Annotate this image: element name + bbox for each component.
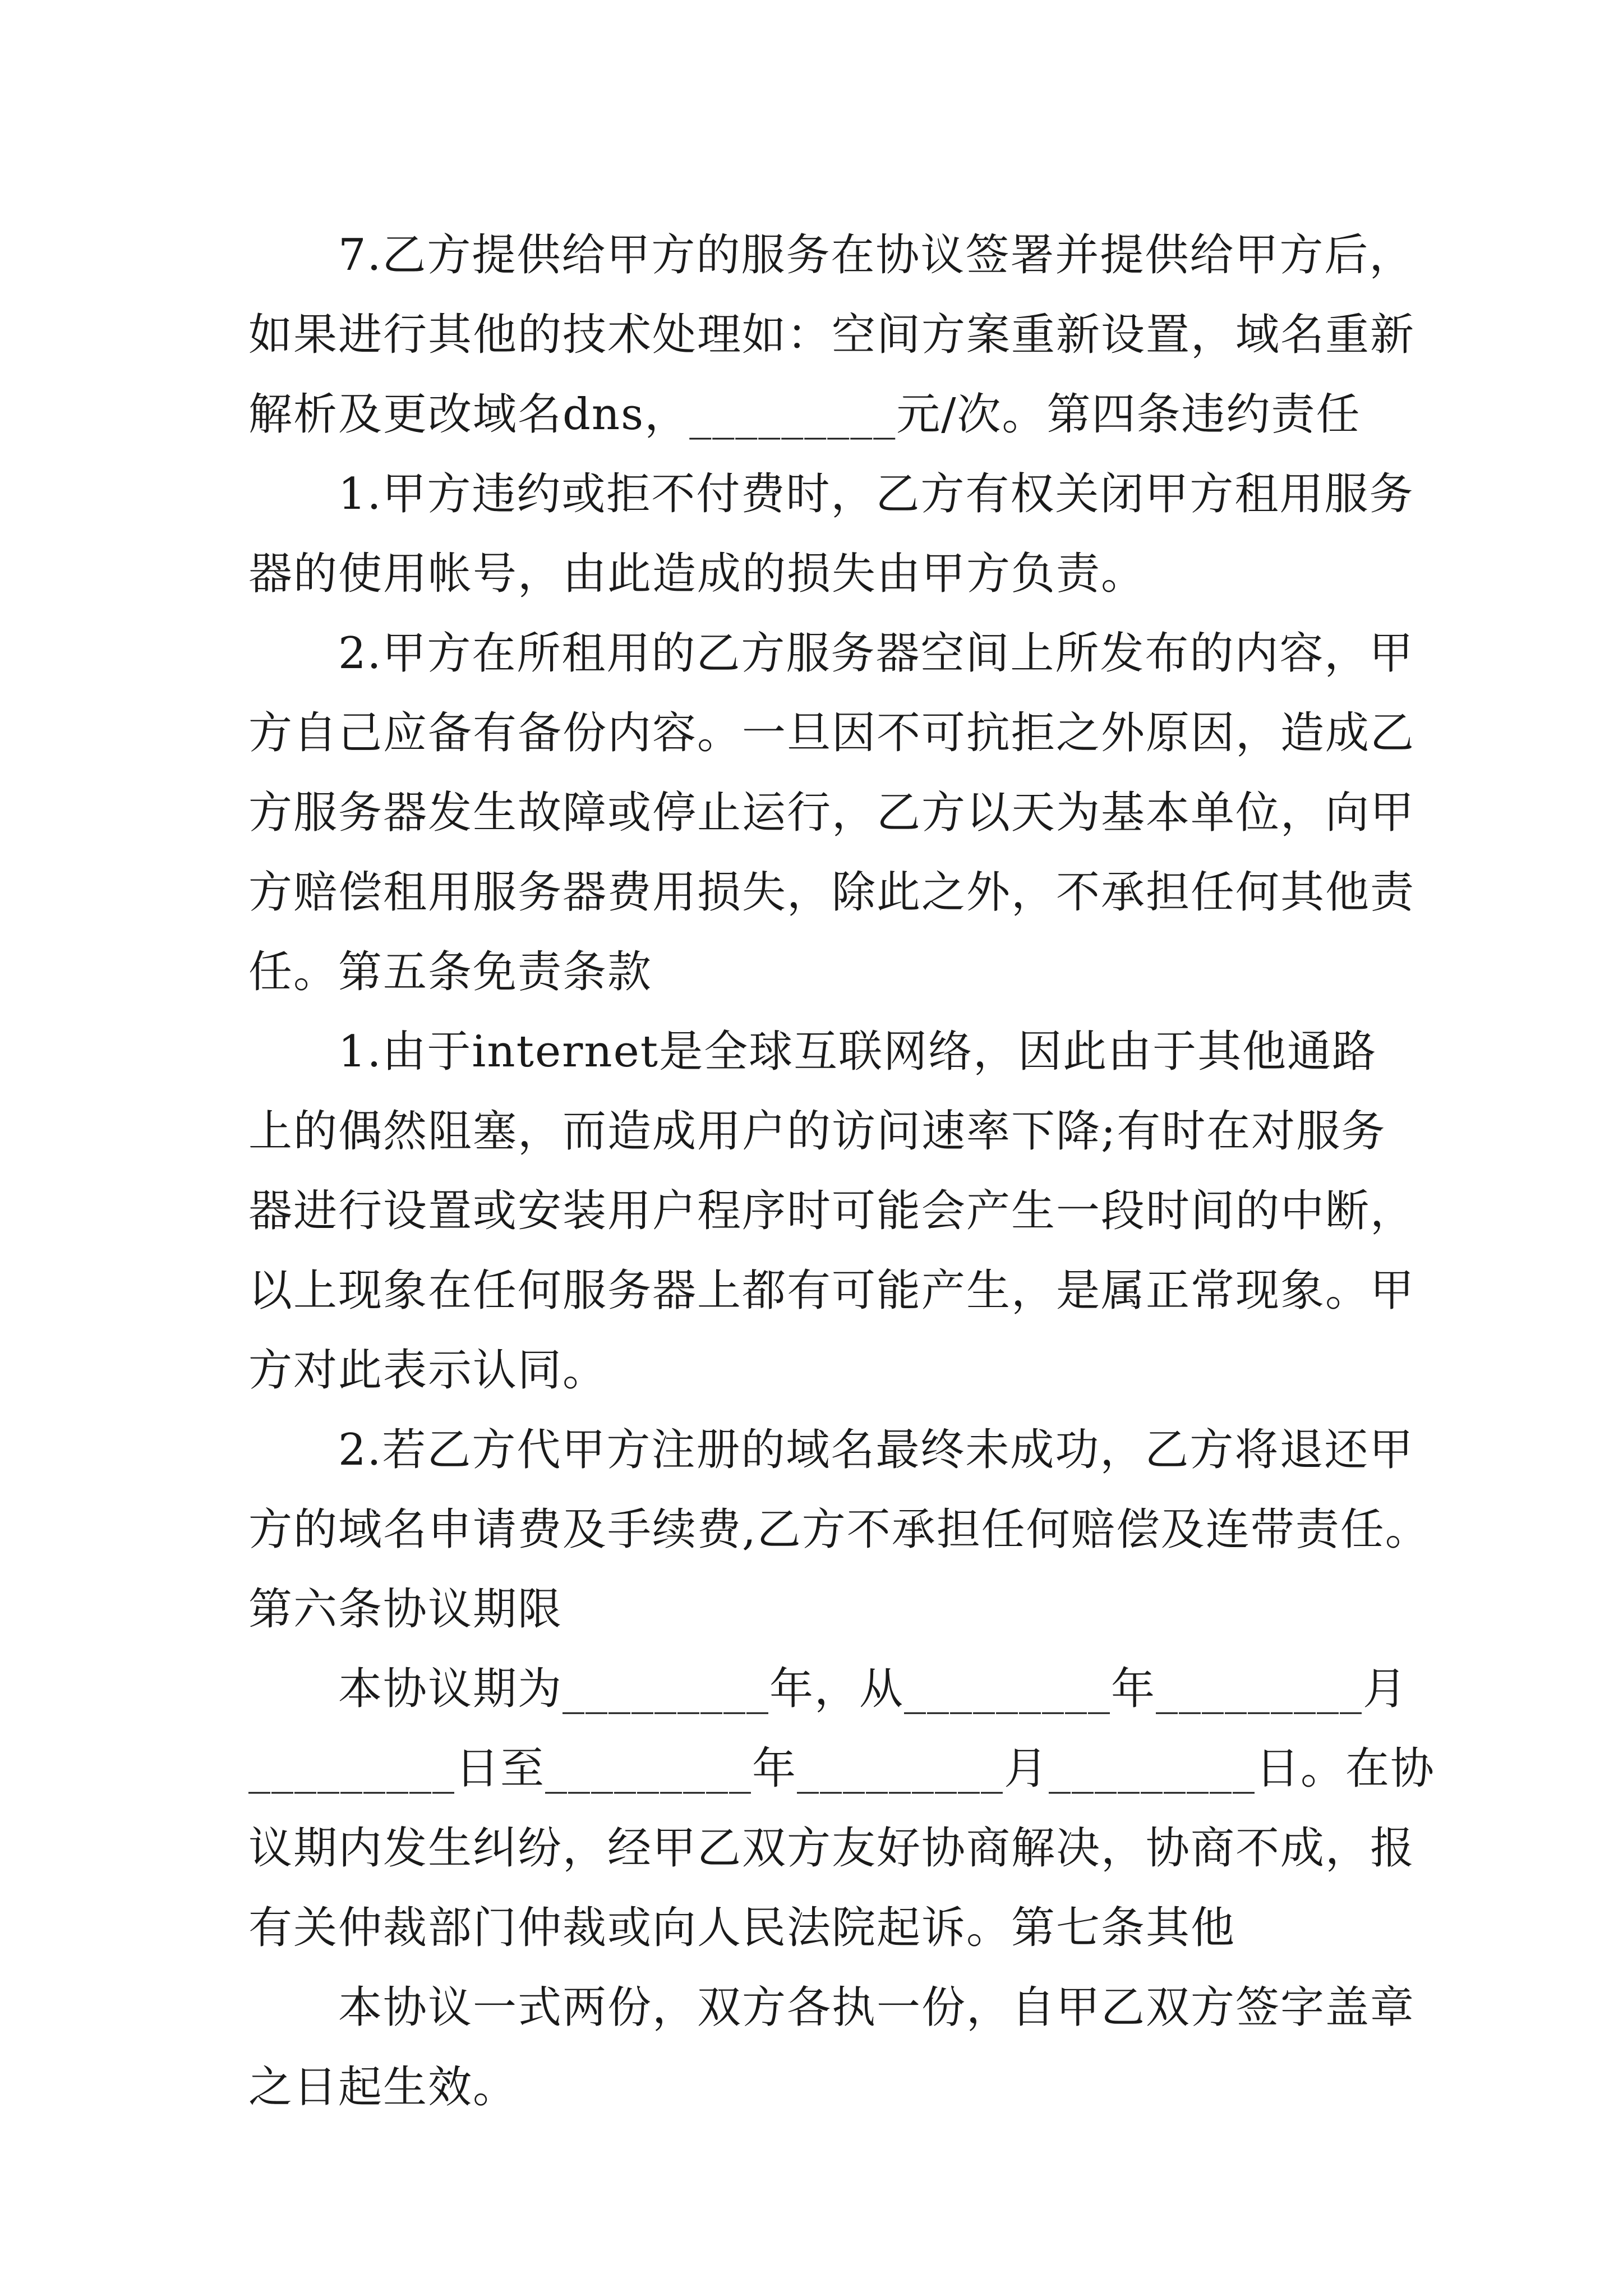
text-line: 方的域名申请费及手续费,乙方不承担任何赔偿及连带责任。 xyxy=(248,1504,1430,1555)
text-line: 解析及更改域名dns，_________元/次。第四条违约责任 xyxy=(248,389,1361,440)
text-line: 方服务器发生故障或停止运行，乙方以天为基本单位，向甲 xyxy=(248,788,1415,838)
text-line: 如果进行其他的技术处理如：空间方案重新设置，域名重新 xyxy=(248,310,1415,360)
text-line: 器的使用帐号，由此造成的损失由甲方负责。 xyxy=(248,549,1146,599)
text-line: 2.若乙方代甲方注册的域名最终未成功，乙方将退还甲 xyxy=(338,1425,1414,1475)
text-line: 2.甲方在所租用的乙方服务器空间上所发布的内容，甲 xyxy=(338,628,1414,679)
document-body xyxy=(248,215,1436,2127)
text-line: 任。第五条免责条款 xyxy=(248,947,653,997)
text-line: 有关仲裁部门仲裁或向人民法院起诉。第七条其他 xyxy=(248,1903,1236,1953)
text-line: 器进行设置或安装用户程序时可能会产生一段时间的中断， xyxy=(248,1186,1415,1236)
text-line: 本协议一式两份，双方各执一份，自甲乙双方签字盖章 xyxy=(338,1982,1415,2033)
text-line: 第六条协议期限 xyxy=(248,1584,563,1635)
text-line: 1.甲方违约或拒不付费时，乙方有权关闭甲方租用服务 xyxy=(338,469,1414,519)
text-line: 之日起生效。 xyxy=(248,2062,518,2113)
text-line: 以上现象在任何服务器上都有可能产生，是属正常现象。甲 xyxy=(248,1266,1415,1316)
text-line: 议期内发生纠纷，经甲乙双方友好协商解决，协商不成，报 xyxy=(248,1823,1415,1874)
text-line: 本协议期为_________年，从_________年_________月 xyxy=(338,1664,1408,1714)
text-line: 7.乙方提供给甲方的服务在协议签署并提供给甲方后， xyxy=(338,230,1414,280)
text-line: 方对此表示认同。 xyxy=(248,1345,608,1396)
text-line: 1.由于internet是全球互联网络，因此由于其他通路 xyxy=(338,1027,1377,1077)
text-line: 方赔偿租用服务器费用损失，除此之外，不承担任何其他责 xyxy=(248,867,1415,918)
text-line: 上的偶然阻塞，而造成用户的访问速率下降;有时在对服务 xyxy=(248,1106,1386,1157)
text-line: 方自己应备有备份内容。一旦因不可抗拒之外原因，造成乙 xyxy=(248,708,1415,758)
text-line: _________日至_________年_________月_________日。在协 xyxy=(248,1743,1436,1794)
